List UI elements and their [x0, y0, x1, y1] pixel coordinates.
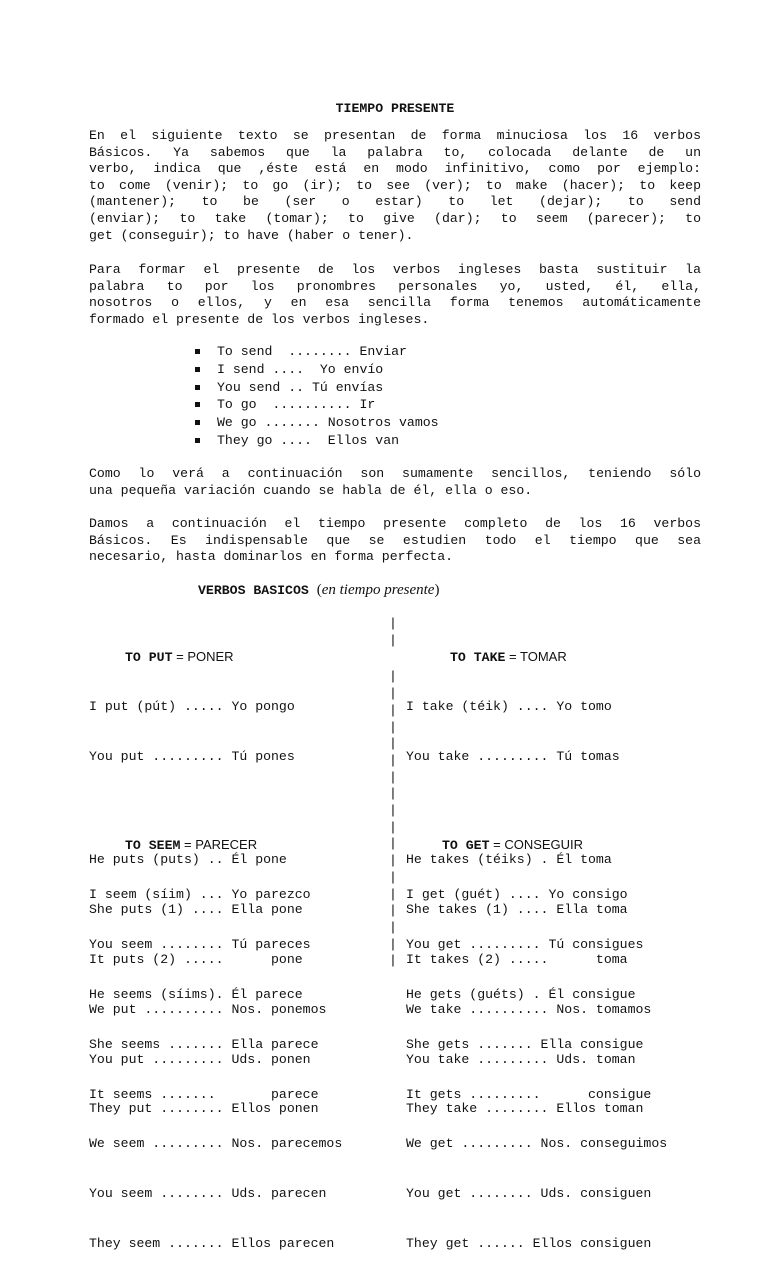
paragraph-line: Como lo verá a continuación son sumamente sencillos, teniendo sólo: [89, 466, 701, 481]
paragraph-line: Damos a continuación el tiempo presente completo de los 16 verbos: [89, 516, 701, 531]
separator-bar: |: [389, 616, 397, 631]
example-bullet-list: [193, 344, 439, 451]
separator-bar: |: [389, 719, 397, 735]
bullet-item: To go .......... Ir: [193, 397, 439, 415]
conjugation-row: We get ......... Nos. conseguimos: [406, 1136, 668, 1152]
conjugation-row: It seems ....... parece: [89, 1086, 319, 1102]
bullet-item: They go .... Ellos van: [193, 433, 439, 451]
conjugation-row: You get ......... Tú consigues: [406, 936, 644, 952]
conjugation-row: They get ...... Ellos consiguen: [406, 1236, 652, 1252]
bullet-item: You send .. Tú envías: [193, 380, 439, 398]
conjugation-row: I put (pút) ..... Yo pongo: [89, 699, 295, 715]
intro-paragraph: [89, 128, 701, 244]
conjugation-row: She takes (1) .... Ella toma: [406, 901, 628, 917]
conjugation-row: You take ......... Uds. toman: [406, 1051, 636, 1067]
verb-equals: =: [505, 649, 520, 665]
conjugation-row: You put ......... Tú pones: [89, 748, 295, 764]
separator-bar: |: [389, 936, 397, 952]
study-paragraph: [89, 516, 701, 566]
conjugation-row: You put ......... Uds. ponen: [89, 1051, 311, 1067]
conjugation-row: They take ........ Ellos toman: [406, 1101, 644, 1117]
paragraph-line: (enviar); to take (tomar); to give (dar); to seem (parecer); to: [89, 210, 701, 226]
verb-name: TO TAKE: [450, 650, 506, 666]
conjugation-row: It takes (2) ..... toma: [406, 951, 628, 967]
section-heading-italic: en tiempo presente: [321, 582, 435, 598]
verb-header: [406, 837, 667, 854]
conjugation-row: I take (téik) .... Yo tomo: [406, 699, 612, 715]
conjugation-row: She puts (1) .... Ella pone: [89, 901, 303, 917]
separator-bar: |: [389, 919, 397, 935]
verb-equals: =: [172, 649, 188, 665]
verb-equals: =: [180, 837, 196, 853]
conjugation-row: It puts (2) ..... pone: [89, 951, 303, 967]
paragraph-line: get (conseguir); to have (haber o tener).: [89, 227, 414, 243]
separator-bar: |: [389, 819, 397, 835]
paragraph-line: formado el presente de los verbos ingleses.: [89, 311, 430, 327]
present-formation-paragraph: [89, 262, 701, 328]
verb-table-seem: [89, 804, 342, 1286]
conjugation-row: You seem ........ Tú pareces: [89, 936, 311, 952]
paragraph-line: una pequeña variación cuando se habla de él, ella o eso.: [89, 482, 533, 498]
paragraph-line: Básicos. Ya sabemos que la palabra to, colocada delante de un: [89, 144, 701, 160]
separator-bar: |: [389, 953, 397, 969]
verb-name: TO PUT: [125, 650, 173, 666]
bullet-item: To send ........ Enviar: [193, 344, 439, 362]
separator-bar: |: [389, 836, 397, 852]
conjugation-row: I get (guét) .... Yo consigo: [406, 887, 628, 903]
verb-header: [89, 649, 326, 666]
separator-bar: |: [389, 853, 397, 869]
conjugation-row: She seems ....... Ella parece: [89, 1036, 319, 1052]
separator-bar: |: [389, 632, 397, 648]
paragraph-line: verbo, indica que ,éste está en modo infinitivo, como por ejemplo:: [89, 161, 701, 177]
section-heading-bold: VERBOS BASICOS: [198, 583, 309, 598]
verb-meaning: TOMAR: [520, 649, 567, 665]
conjugation-row: He puts (puts) .. Él pone: [89, 852, 287, 867]
verb-meaning: PONER: [187, 649, 234, 665]
paragraph-line: (mantener); to be (ser o estar) to let (dejar); to send: [89, 194, 701, 210]
separator-bar: |: [389, 869, 397, 885]
paragraph-line: palabra to por los pronombres personales yo, usted, él, ella,: [89, 278, 701, 294]
conjugation-row: I seem (síim) ... Yo parezco: [89, 887, 311, 903]
separator-bar: |: [389, 803, 397, 818]
section-heading-close-paren: ): [434, 582, 440, 598]
separator-bar: |: [389, 886, 397, 902]
conjugation-row: You seem ........ Uds. parecen: [89, 1186, 327, 1202]
verb-header: [406, 649, 651, 666]
verb-table-get: [406, 804, 667, 1286]
separator-bar: |: [389, 686, 397, 702]
separator-bar: |: [389, 702, 397, 718]
paragraph-line: to come (venir); to go (ir); to see (ver); to make (hacer); to keep: [89, 177, 701, 193]
separator-bar: |: [389, 669, 397, 685]
paragraph-line: necesario, hasta dominarlos en forma perfecta.: [89, 549, 454, 565]
verb-name: TO SEEM: [125, 838, 181, 854]
verb-header: [89, 837, 342, 854]
bullet-item: I send .... Yo envío: [193, 362, 439, 380]
verb-meaning: CONSEGUIR: [504, 837, 584, 853]
verb-meaning: PARECER: [195, 837, 258, 853]
separator-bar: |: [389, 786, 397, 802]
conjugation-row: We take .......... Nos. tomamos: [406, 1001, 652, 1017]
variation-paragraph: [89, 466, 701, 499]
conjugation-row: We seem ......... Nos. parecemos: [89, 1136, 343, 1152]
separator-bar: |: [389, 903, 397, 919]
separator-bar: |: [389, 752, 397, 768]
conjugation-row: They seem ....... Ellos parecen: [89, 1236, 335, 1252]
section-heading: [198, 582, 439, 600]
conjugation-row: He takes (téiks) . Él toma: [406, 852, 612, 867]
separator-bar: |: [389, 769, 397, 785]
conjugation-row: You get ........ Uds. consiguen: [406, 1186, 652, 1202]
verb-equals: =: [489, 837, 505, 853]
paragraph-line: Básicos. Es indispensable que se estudien todo el tiempo que sea: [89, 532, 701, 548]
separator-bar: |: [389, 736, 397, 752]
bullet-item: We go ....... Nosotros vamos: [193, 415, 439, 433]
conjugation-row: They put ........ Ellos ponen: [89, 1101, 319, 1117]
paragraph-line: nosotros o ellos, y en esa sencilla forma tenemos automáticamente: [89, 295, 701, 311]
verb-name: TO GET: [442, 838, 490, 854]
page-title: TIEMPO PRESENTE: [335, 101, 455, 116]
paragraph-line: En el siguiente texto se presentan de forma minuciosa los 16 verbos: [89, 128, 701, 143]
conjugation-row: It gets ......... consigue: [406, 1086, 652, 1102]
conjugation-row: She gets ....... Ella consigue: [406, 1036, 644, 1052]
conjugation-row: He gets (guéts) . Él consigue: [406, 986, 636, 1002]
conjugation-row: We put .......... Nos. ponemos: [89, 1001, 327, 1017]
paragraph-line: Para formar el presente de los verbos ingleses basta sustituir la: [89, 262, 701, 277]
conjugation-row: You take ......... Tú tomas: [406, 748, 620, 764]
section-heading-open-paren: (: [316, 582, 322, 598]
conjugation-row: He seems (síims). Él parece: [89, 986, 303, 1002]
